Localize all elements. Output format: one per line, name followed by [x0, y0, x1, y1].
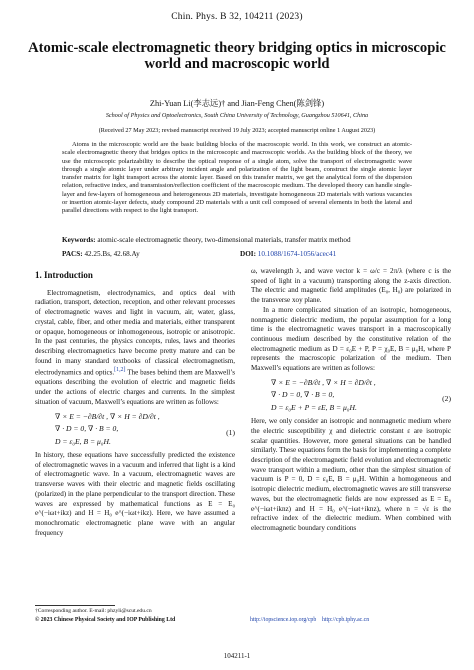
intro-paragraph-1-text: Electromagnetism, electrodynamics, and optics deal with radiation, transport, detection, reception, and other relevant processes of electromagnetic waves and light in vacuum, air, water, glass, crystal, cable, fiber, and other media and materials, either transparent or opaque, homogeneous or inhomogeneous, isotropic or anisotropic. In the past centuries, the physics concepts, rules, laws and theories describing electromagnetics have become pretty mature and can be found in many standard textbooks of classical electromagnetism, electrodynamics and optics.: [35, 288, 235, 377]
intro-paragraph-2: In history, these equations have successfully predicted the existence of electromagnetic waves in a vacuum and inferred that light is a kind of electromagnetic wave. In a vacuum, electromagnetic waves are transverse waves with their electric and magnetic fields oscillating (polarized) in the plane perpendicular to the transport direction. These waves are expressed by mathematical functions as E = E₀ e^(−iωt+ikz) and H = H₀ e^(−iωt+ikz). Here, we have assumed a monochromatic electromagnetic plane wave with an angular frequency: [35, 451, 235, 537]
equation-1-line-3: D = ε₀E, B = μ₀H.: [55, 436, 111, 446]
footnote: †Corresponding author. E-mail: phzyli@scut.edu.cn: [35, 608, 152, 614]
affiliation: School of Physics and Optoelectronics, South China University of Technology, Guangzhou 510641, China: [105, 112, 369, 119]
right-paragraph-2: In a more complicated situation of an isotropic, homogeneous, nonmagnetic dielectric medium, the popular assumption for a long time is the electromagnetic waves transport in a macroscopically continuous medium described by the constitutive relation of the electromagnetic medium as D = ε₀E + P, P = χ₀E, B = μ₀H, where P represents the macroscopic polarization of the medium. Then Maxwell’s equations are written as follows:: [251, 305, 451, 373]
journal-url-cpb[interactable]: http://cpb.iphy.ac.cn: [322, 617, 370, 623]
equation-2-line-1: ∇ × E = −∂B/∂t , ∇ × H = ∂D/∂t ,: [271, 377, 376, 387]
journal-urls: [250, 617, 369, 623]
author-list: Zhi-Yuan Li(李志远)† and Jian-Feng Chen(陈剑锋): [149, 99, 325, 108]
journal-header: Chin. Phys. B 32, 104211 (2023): [171, 12, 303, 22]
paper-title: Atomic-scale electromagnetic theory bridging optics in microscopic world and macroscopic world: [28, 40, 446, 72]
keywords: [62, 236, 412, 244]
copyright: © 2023 Chinese Physical Society and IOP Publishing Ltd: [35, 617, 176, 623]
footnote-divider: [35, 605, 115, 606]
doi-link[interactable]: 10.1088/1674-1056/acec41: [257, 250, 337, 258]
doi-label: DOI:: [240, 250, 256, 258]
left-column: [35, 267, 235, 538]
equation-1: [35, 411, 235, 449]
pacs-label: PACS:: [62, 250, 83, 258]
equation-2-line-3: D = ε₀E + P = εE, B = μ₀H.: [271, 402, 357, 412]
journal-url-iop[interactable]: http://iopscience.iop.org/cpb: [250, 617, 317, 623]
page-number: 104211-1: [223, 652, 251, 660]
keywords-label: Keywords:: [62, 236, 96, 244]
section-heading-introduction: 1. Introduction: [35, 270, 93, 280]
keywords-text: atomic-scale electromagnetic theory, two-dimensional materials, transfer matrix method: [97, 236, 351, 244]
equation-1-line-2: ∇ · D = 0, ∇ · B = 0,: [55, 424, 119, 433]
right-paragraph-1: ω, wavelength λ, and wave vector k = ω/c = 2π/λ (where c is the speed of light in a vacuum) transporting along the z-axis direction. The electric and magnetic field amplitudes (E₀, H₀) are polarized in the transverse xoy plane.: [251, 267, 451, 305]
pacs: [62, 250, 140, 258]
received-dates: (Received 27 May 2023; revised manuscript received 19 July 2023; accepted manuscript online 1 August 2023): [98, 127, 376, 134]
intro-paragraph-1-cont: The bases behind them are Maxwell’s equations describing the evolution of electric and magnetic fields under the actions of electric charges and currents. In the simplest situation of vacuum, Maxwell’s equations are written as follows:: [35, 368, 235, 406]
equation-2: [251, 377, 451, 415]
equation-2-line-2: ∇ · D = 0, ∇ · B = 0,: [271, 390, 335, 400]
abstract: Atoms in the microscopic world are the basic building blocks of the macroscopic world. In this work, we construct an atomic-scale electromagnetic theory that bridges optics in the microscopic and macroscopic worlds. As the building block of the theory, we use the microscopic polarizability to describe the optical response of a single atom, solve the transport of electromagnetic wave through a single atomic layer under arbitrary incident angle and polarization of the light beam, construct the single atomic layer transfer matrix for light transport across the atomic layer. Based on this transfer matrix, we get the analytical form of the dispersion relation, refractive index, and transmission/reflection coefficient of the macroscopic medium. The developed theory can handle single-layer and few-layers of homogeneous and heterogeneous 2D materials, investigate homogeneous 2D materials with various vacancies or insertion atomic-layer defects, study compound 2D materials with a unit cell composed of several elements in both the lateral and parallel directions with respect to the light transport.: [62, 141, 412, 215]
right-paragraph-3: Here, we only consider an isotropic and nonmagnetic medium where the electric susceptibility χ and dielectric constant ε are isotropic scalar quantities. However, more general situations can be handled similarly. These equations form the basis for implementing a complete description of the electromagnetic field evolution and electromagnetic wave transport within a medium, other than the simplest situation of vacuum is P = 0, D = ε₀E, B = μ₀H. Within a homogeneous and isotropic dielectric medium, electromagnetic waves are still transverse waves, but the electromagnetic fields are now expressed as E = E₀ e^(−iωt+iknz) and H = H₀ e^(−iωt+iknz), where n = √ε is the refractive index of the dielectric medium. When combined with electromagnetic boundary conditions: [251, 417, 451, 532]
equation-2-number: (2): [442, 393, 451, 403]
citation-link[interactable]: [1,2]: [114, 367, 126, 374]
intro-paragraph-1: [35, 289, 235, 408]
equation-1-number: (1): [226, 427, 235, 437]
equation-1-line-1: ∇ × E = −∂B/∂t , ∇ × H = ∂D/∂t ,: [55, 411, 160, 421]
doi: [240, 250, 336, 258]
right-column: [251, 267, 451, 534]
pacs-text: 42.25.Bs, 42.68.Ay: [84, 250, 140, 258]
